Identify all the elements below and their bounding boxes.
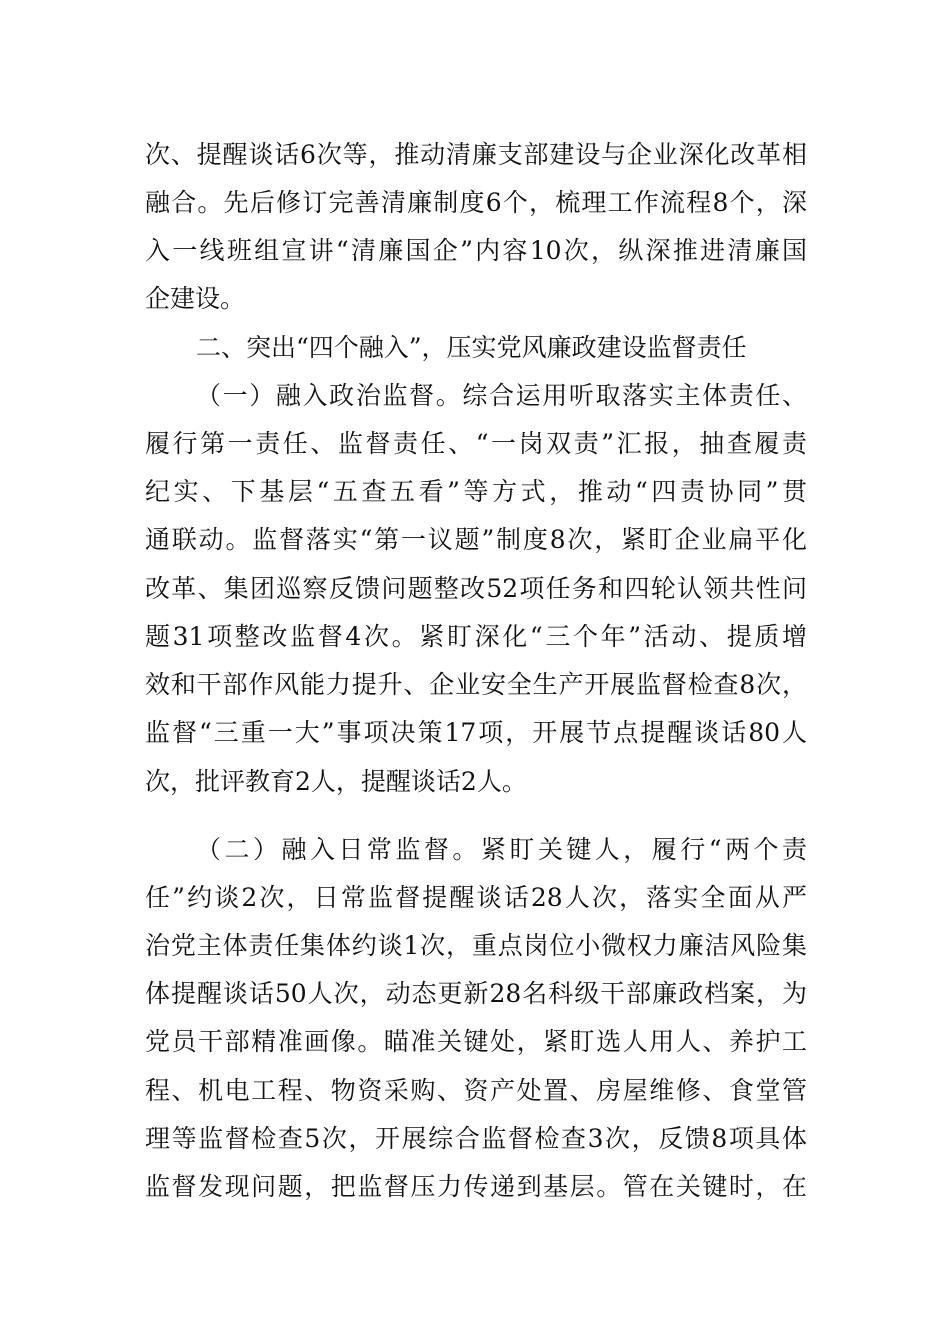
paragraph-line: 次、提醒谈话6次等，推动清廉支部建设与企业深化改革相 <box>145 140 807 169</box>
paragraph-line: 党员干部精准画像。瞄准关键处，紧盯选人用人、养护工 <box>145 1027 807 1056</box>
paragraph-line: （一）融入政治监督。综合运用听取落实主体责任、 <box>196 381 807 410</box>
paragraph-line: 程、机电工程、物资采购、资产处置、房屋维修、食堂管 <box>145 1076 807 1105</box>
paragraph-line: 监督“三重一大”事项决策17项，开展节点提醒谈话80人 <box>145 718 807 747</box>
paragraph-line: 次，批评教育2人，提醒谈话2人。 <box>145 767 527 796</box>
paragraph-line: 改革、集团巡察反馈问题整改52项任务和四轮认领共性问 <box>145 574 807 603</box>
paragraph-line: 效和干部作风能力提升、企业安全生产开展监督检查8次， <box>145 670 807 699</box>
paragraph-line: 理等监督检查5次，开展综合监督检查3次，反馈8项具体 <box>145 1124 807 1153</box>
paragraph-line: 履行第一责任、监督责任、“一岗双责”汇报，抽查履责 <box>145 429 807 458</box>
paragraph-line: 融合。先后修订完善清廉制度6个，梳理工作流程8个，深 <box>145 188 807 217</box>
paragraph-line: 治党主体责任集体约谈1次，重点岗位小微权力廉洁风险集 <box>145 931 807 960</box>
paragraph-line: 任”约谈2次，日常监督提醒谈话28人次，落实全面从严 <box>145 883 807 912</box>
paragraph-line: 监督发现问题，把监督压力传递到基层。管在关键时，在 <box>145 1172 807 1201</box>
paragraph-line: 企建设。 <box>145 284 246 313</box>
section-heading: 二、突出“四个融入”，压实党风廉政建设监督责任 <box>196 333 747 362</box>
paragraph-line: 通联动。监督落实“第一议题”制度8次，紧盯企业扁平化 <box>145 525 807 554</box>
paragraph-line: 体提醒谈话50人次，动态更新28名科级干部廉政档案，为 <box>145 979 807 1008</box>
paragraph-line: （二）融入日常监督。紧盯关键人，履行“两个责 <box>196 835 807 864</box>
paragraph-line: 题31项整改监督4次。紧盯深化“三个年”活动、提质增 <box>145 622 807 651</box>
paragraph-line: 纪实、下基层“五查五看”等方式，推动“四责协同”贯 <box>145 477 807 506</box>
paragraph-line: 入一线班组宣讲“清廉国企”内容10次，纵深推进清廉国 <box>145 236 807 265</box>
